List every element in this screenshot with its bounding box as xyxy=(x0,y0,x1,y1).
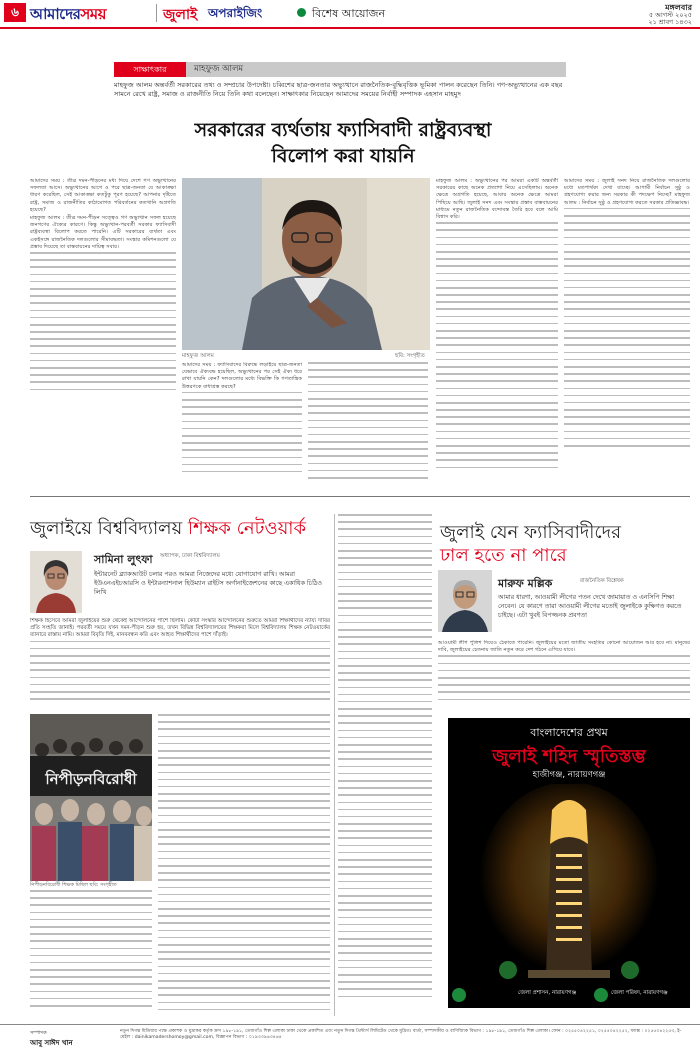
headline-line-1: সরকারের ব্যর্থতায় ফ্যাসিবাদী রাষ্ট্রব্যবস্থা xyxy=(194,119,492,141)
teacher-network-column-2 xyxy=(158,714,330,1016)
author-2-name: মারুফ মল্লিক xyxy=(498,577,553,590)
interview-headline[interactable] xyxy=(108,117,578,169)
interview-column-1 xyxy=(30,178,176,423)
column-1b-filler xyxy=(30,890,152,1012)
photo-credit: ছবি: সংগৃহীত xyxy=(395,353,425,359)
headline-accent-part: শিক্ষক নেটওয়ার্ক xyxy=(187,518,307,539)
ad-sponsor-right: জেলা পরিষদ, নারায়ণগঞ্জ xyxy=(611,990,668,996)
footer-editor-label: সম্পাদক xyxy=(30,1030,47,1036)
author-2-quote: আমার ধারণা, আওয়ামী লীগের পতন দেখে জামায়াত ও এনসিপি শিক্ষা নেবেন। যে কারণে তারা আওয়ামী লীগের মতোই জুলাইকে কুক্ষিগত করতে চাইছে। এটা খুবই বিপজ্জনক প্রবণতা xyxy=(498,594,682,619)
column-5-filler xyxy=(564,208,690,452)
issue-date xyxy=(648,12,692,26)
column-2b-filler xyxy=(158,714,330,1016)
author-2-role: রাজনৈতিক বিশ্লেষক xyxy=(580,578,624,584)
headline-main-part: জুলাইয়ে বিশ্ববিদ্যালয় xyxy=(30,518,188,539)
teacher-network-body xyxy=(30,618,330,710)
fascism-lead: আওয়ামী লীগ পুলিশ দিয়েও ঠেকাতে পারেনি। জুলাইয়ের মতো জাতীয় সংহতির কোনো আয়োজন আর হবে না। মানুষের দাবি, জুলাইয়ের চেতনায় জাতি নতুন করে দেশ গঠনে এগিয়ে যাবে। xyxy=(438,640,690,654)
fascism-filler xyxy=(438,655,690,705)
column-2-filler xyxy=(182,392,302,478)
masthead-divider xyxy=(156,4,157,22)
ad-location: হাজীগঞ্জ, নারায়ণগঞ্জ xyxy=(532,770,606,780)
brand-logo[interactable] xyxy=(30,3,106,28)
author-2-avatar xyxy=(438,570,492,632)
teacher-network-headline[interactable] xyxy=(30,514,306,545)
july-logo: জুলাই xyxy=(163,7,198,23)
footer-editor-name: আবু সাঈদ খান xyxy=(30,1039,73,1047)
interview-column-2 xyxy=(182,362,302,486)
fascism-headline-line-2[interactable]: ঢাল হতে না পারে xyxy=(440,545,567,566)
footer-rule xyxy=(0,1024,700,1025)
teacher-network-column-3 xyxy=(338,514,432,1016)
column-divider xyxy=(334,514,335,1016)
ad-sponsor-left: জেলা প্রশাসন, নারায়ণগঞ্জ xyxy=(518,990,577,996)
headline-line-2: বিলোপ করা যায়নি xyxy=(271,145,415,167)
interviewee-photo xyxy=(182,178,430,350)
column-1-answer: মাহফুজ আলম : তীব্র দমন-পীড়ন সত্ত্বেও গণ অভ্যুত্থান সফল হয়েছে জনগণের ঐক্যের কারণে। কিন্তু অভ্যুত্থান-পরবর্তী সরকার ফ্যাসিবাদী রাষ্ট্রব্যবস্থা বিলোপ করতে পারেনি। এটি সরকারের ব্যর্থতা এবং একইসঙ্গে রাজনৈতিক দলগুলোর সীমাবদ্ধতা। সংস্কার কমিশনগুলো যে প্রস্তাব দিয়েছে তা বাস্তবায়নের দায়িত্ব সবার। xyxy=(30,215,176,250)
column-1-question: আমাদের সময় : তীব্র দমন-পীড়নের মধ্য দিয়ে দেশে গণ অভ্যুত্থানের সফলতা আসে। অভ্যুত্থানের আগে ও পরে ছাত্র-জনতা যে আকাঙ্ক্ষা ধারণ করেছিল, সেই আকাঙ্ক্ষা কতটুকু পূরণ হয়েছে? আপনার দৃষ্টিতে রাষ্ট্র, সমাজ ও রাজনীতির কাঠামোগত পরিবর্তনের কতখানি অগ্রগতি হয়েছে? xyxy=(30,178,176,213)
green-dot-icon xyxy=(297,8,306,17)
ad-gutter xyxy=(438,718,446,1008)
column-1-filler xyxy=(30,252,176,396)
masthead-rule xyxy=(0,27,700,29)
column-3b-filler xyxy=(338,514,432,1003)
interview-tag: সাক্ষাৎকার xyxy=(114,62,186,77)
column-4-text: মাহফুজ আলম : অভ্যুত্থানের পর আমরা একটি অন্তর্বর্তী সরকারের কাছে অনেক প্রত্যাশা নিয়ে এসেছিলাম। অনেক ক্ষেত্রে অগ্রগতি হয়েছে, আবার অনেক ক্ষেত্রে আমরা পিছিয়ে আছি। জুলাই সনদ এবং সংস্কার প্রস্তাব বাস্তবায়নের মাধ্যমে নতুন রাজনৈতিক বন্দোবস্ত তৈরি হবে বলে আমি বিশ্বাস করি। xyxy=(436,178,558,221)
column-4-filler xyxy=(436,222,558,474)
column-3-filler xyxy=(308,362,428,484)
author-avatar xyxy=(30,551,82,613)
brand-logo-main: আমাদের xyxy=(30,5,81,23)
fascism-headline-line-1[interactable]: জুলাই যেন ফ্যাসিবাদীদের xyxy=(440,522,622,543)
section-divider xyxy=(30,496,690,497)
teacher-network-filler xyxy=(30,641,330,706)
interview-column-3 xyxy=(308,362,428,486)
author-role: অধ্যাপক, ঢাকা বিশ্ববিদ্যালয় xyxy=(160,553,220,559)
interview-intro: মাহফুজ আলম অন্তর্বর্তী সরকারের তথ্য ও সম্প্রচার উপদেষ্টা। চব্বিশের ছাত্র-জনতার অভ্যুত্থানে রাজনৈতিক-বুদ্ধিবৃত্তিক ভূমিকা পালন করেছেন তিনি। গণ-অভ্যুত্থানের এক বছর সামনে রেখে রাষ্ট্র, সমাজ ও রাজনীতি নিয়ে তিনি কথা বলেছেন। সাক্ষাৎকার নিয়েছেন আমাদের সময়ের নির্বাহী সম্পাদক এহসান মাহমুদ xyxy=(114,81,563,98)
page-number: ৬ xyxy=(4,3,26,22)
teacher-network-column-1b xyxy=(30,890,152,1016)
issue-date-en: ৫ আগস্ট ২০২৫ xyxy=(649,11,692,19)
memorial-illustration xyxy=(448,784,690,984)
author-name: সামিনা লুৎফা xyxy=(94,553,153,566)
protest-photo xyxy=(30,714,152,881)
ad-logo-right-icon xyxy=(594,988,608,1002)
column-5-text: আমাদের সময় : জুলাই সনদ নিয়ে রাজনৈতিক দলগুলোর মধ্যে মতপার্থক্য দেখা যাচ্ছে। আগামী নির্বাচন সুষ্ঠু ও গ্রহণযোগ্য করার জন্য সরকার কী পদক্ষেপ নিচ্ছে? মাহফুজ আলম : নির্বাচন সুষ্ঠু ও গ্রহণযোগ্য করতে সরকার প্রতিজ্ঞাবদ্ধ। xyxy=(564,178,690,206)
interviewee-name: মাহফুজ আলম xyxy=(186,62,566,77)
protest-photo-caption: নিপীড়নবিরোধী শিক্ষক মিছিল ছবি: সংগৃহীত xyxy=(30,882,117,888)
special-label: বিশেষ আয়োজন xyxy=(312,7,386,20)
photo-caption-name: মাহফুজ আলম xyxy=(182,353,214,359)
column-2-text: আমাদের সময় : ফ্যাসিবাদের বিরুদ্ধে লড়াইয়ে ছাত্র-জনতা যেভাবে ঐক্যবদ্ধ হয়েছিল, অভ্যুত্থানের পর সেই ঐক্য ধরে রাখা যায়নি কেন? দলগুলোর মধ্যে বিভক্তি কি গণতান্ত্রিক উত্তরণকে বাধাগ্রস্ত করছে? xyxy=(182,362,302,390)
issue-date-bn: ২১ শ্রাবণ ১৪৩২ xyxy=(648,18,692,26)
interview-column-4 xyxy=(436,178,558,486)
ad-title-large: জুলাই শহিদ স্মৃতিস্তম্ভ xyxy=(492,746,646,767)
ad-logo-left-icon xyxy=(452,988,466,1002)
issue-day: মঙ্গলবার xyxy=(665,3,692,12)
uprising-logo: অপরাইজিং xyxy=(208,6,263,20)
teacher-network-lead: শিক্ষক হিসেবে আমরা জুলাইয়ের শুরু থেকেই আন্দোলনের পাশে ছিলাম। কোটা সংস্কার আন্দোলনের শুরুতে আমরা শিক্ষার্থীদের ন্যায্য দাবির প্রতি সংহতি জানাই। পরবর্তী সময়ে যখন দমন-পীড়ন শুরু হয়, তখন বিভিন্ন বিশ্ববিদ্যালয়ের শিক্ষকরা মিলে বিশ্ববিদ্যালয় শিক্ষক নেটওয়ার্কের ব্যানারে রাস্তায় নামি। আমরা বিবৃতি দিই, মানববন্ধন করি এবং আহত শিক্ষার্থীদের পাশে দাঁড়াই। xyxy=(30,618,330,639)
masthead xyxy=(0,0,700,26)
author-quote: ইন্টারনেট ব্ল্যাকআউট চলার পরও আমরা নিজেদের মধ্যে যোগাযোগ রাখি। আমরা ইউএনএইচআরসি ও ইন্টারন্যাশনাল হিউম্যান রাইটস অর্গানাইজেশনের কাছে একাধিক চিঠিও লিখি xyxy=(94,571,322,596)
footer-imprint: নতুন দিগন্ত মিডিয়ার পক্ষে প্রকাশক ও মুদ্রাকর কর্তৃক ক্রস ১৯৮-১৯১, তেজগাঁও শিল্প এলাকা ঢাকা থেকে প্রকাশিত এবং নতুন দিগন্ত প্রিন্টার্স লিমিটেড থেকে মুদ্রিত। বার্তা, সম্পাদকীয় ও বাণিজ্যিক বিভাগ : ১৯৮-১৯১, তেজগাঁও শিল্প এলাকা। ফোন : ০২৫৫০৪২২৫১, ০২৫৫০৪২২৫২, ফ্যাক্স : ০২৫৫০৪২২৫৩, ই-মেইল : dainikamadershomoy@gmail.com, বিজ্ঞাপন বিভাগ : ০১৯৩৩৯৬৩৪৬৪ xyxy=(120,1029,682,1040)
banner-text: নিপীড়নবিরোধী xyxy=(45,770,137,788)
brand-logo-accent: সময় xyxy=(80,5,106,23)
fascism-body xyxy=(438,640,690,712)
interview-column-5 xyxy=(564,178,690,486)
ad-title-small: বাংলাদেশের প্রথম xyxy=(530,726,608,739)
memorial-advertisement[interactable] xyxy=(448,718,690,1008)
